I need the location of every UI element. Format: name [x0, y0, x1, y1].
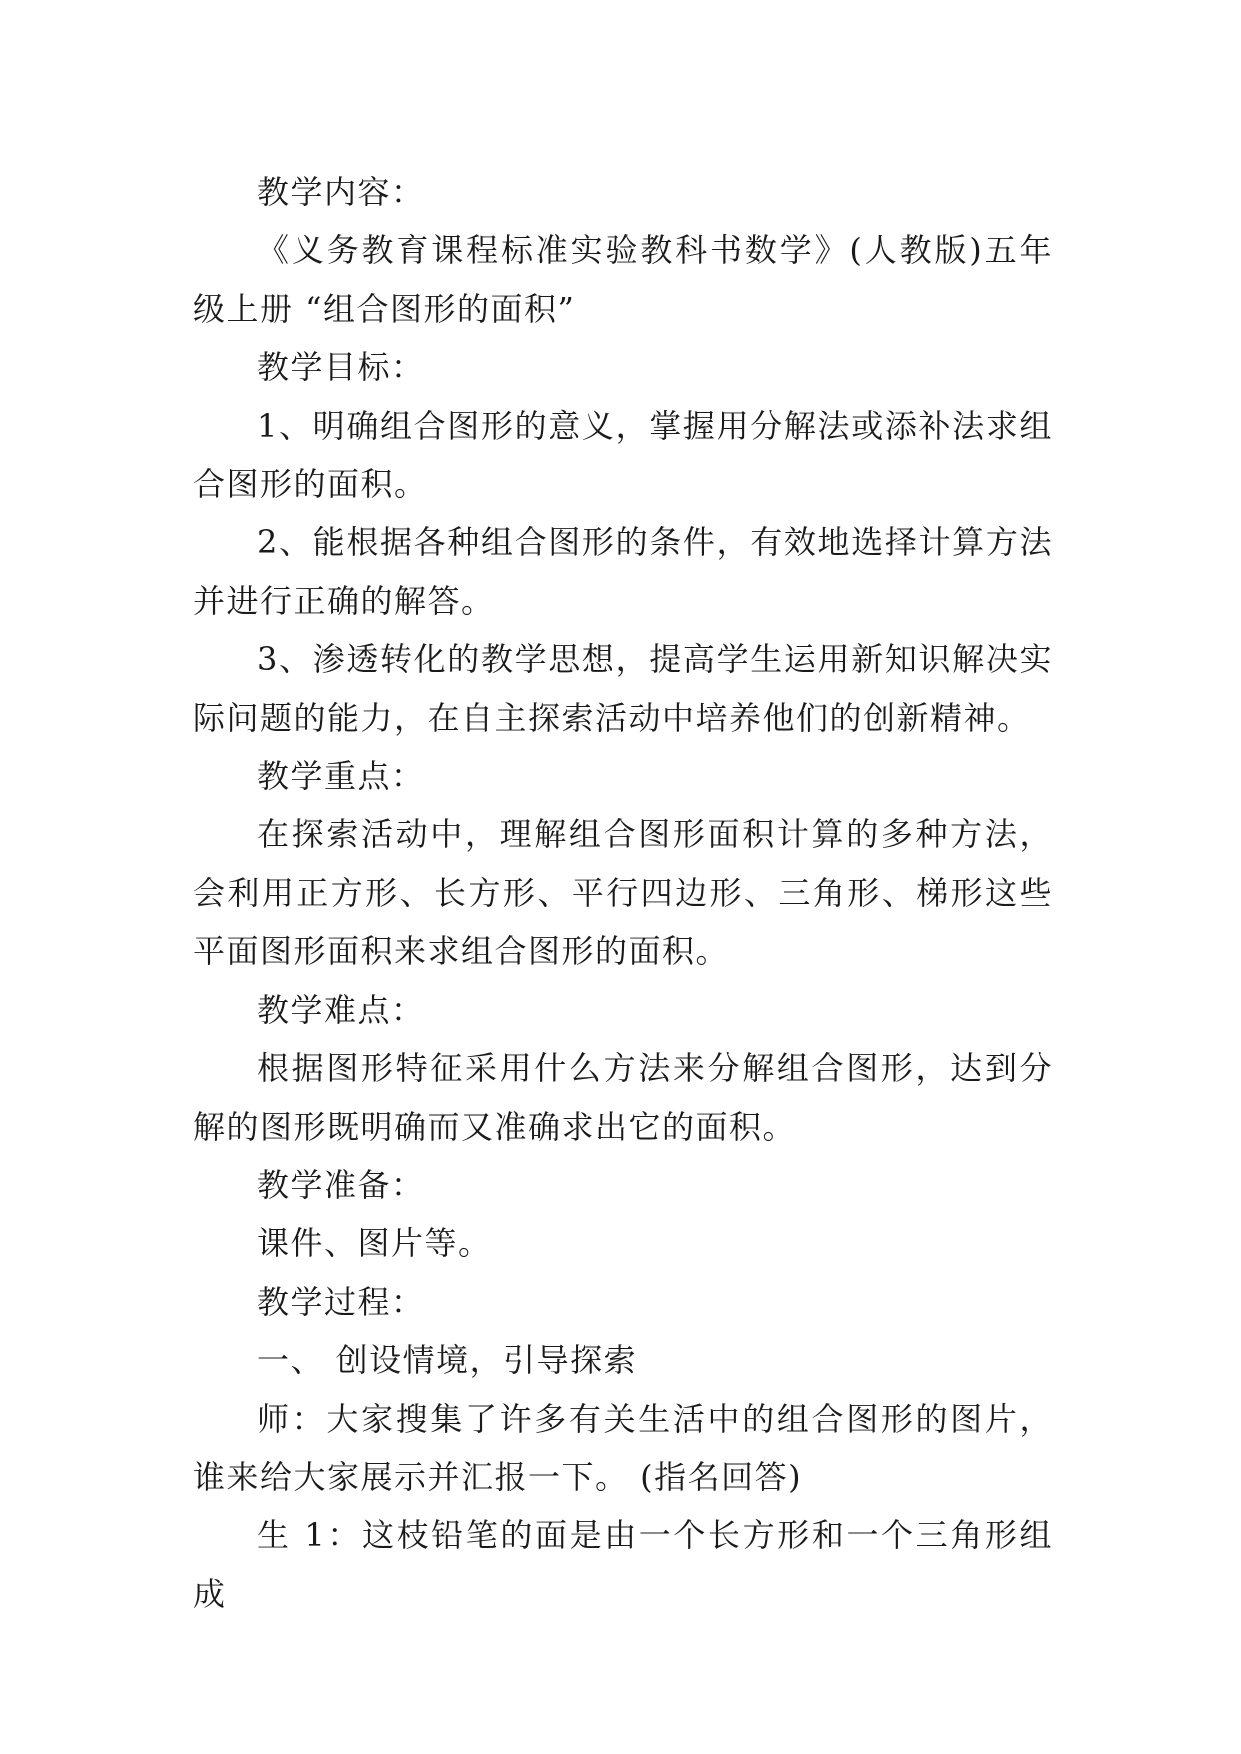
heading-teaching-objectives: 教学目标：	[257, 348, 425, 387]
paragraph-textbook-source: 《义务教育课程标准实验教科书数学》(人教版)五年级上册 “组合图形的面积”	[193, 231, 1053, 328]
objective-item-2: 2、能根据各种组合图形的条件，有效地选择计算方法并进行正确的解答。	[193, 523, 1053, 620]
paragraph-difficulties: 根据图形特征采用什么方法来分解组合图形，达到分解的图形既明确而又准确求出它的面积。	[193, 1049, 1053, 1146]
paragraph-teacher-prompt: 师：大家搜集了许多有关生活中的组合图形的图片，谁来给大家展示并汇报一下。 (指名回答)	[193, 1399, 1053, 1496]
heading-preparation: 教学准备：	[257, 1165, 425, 1204]
heading-process: 教学过程：	[257, 1282, 425, 1321]
paragraph-key-points: 在探索活动中，理解组合图形面积计算的多种方法，会利用正方形、长方形、平行四边形、三角形、梯形这些平面图形面积来求组合图形的面积。	[193, 815, 1053, 971]
objective-item-3: 3、渗透转化的教学思想，提高学生运用新知识解决实际问题的能力，在自主探索活动中培养他们的创新精神。	[193, 640, 1053, 737]
heading-key-points: 教学重点：	[257, 757, 425, 796]
heading-difficulties: 教学难点：	[257, 990, 425, 1029]
section-heading-1: 一、 创设情境，引导探索	[257, 1341, 638, 1380]
objective-item-1: 1、明确组合图形的意义，掌握用分解法或添补法求组合图形的面积。	[193, 406, 1053, 504]
paragraph-preparation: 课件、图片等。	[257, 1224, 492, 1263]
document-body	[193, 163, 1053, 1623]
paragraph-student-1: 生 1：这枝铅笔的面是由一个长方形和一个三角形组成	[193, 1516, 1053, 1613]
heading-teaching-content: 教学内容：	[257, 173, 425, 211]
